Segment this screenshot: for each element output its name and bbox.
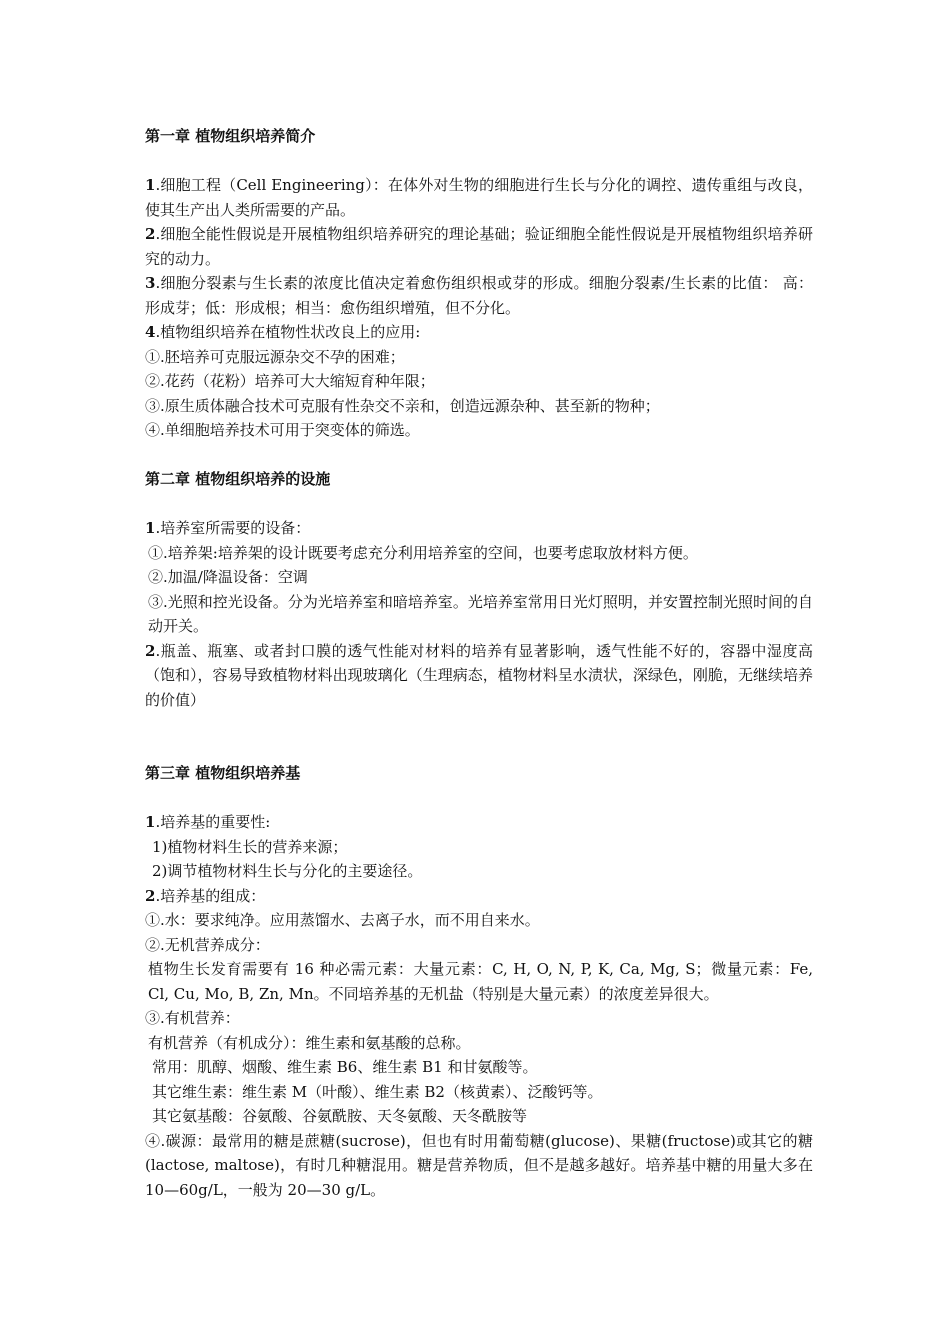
ch3-organic-line: 有机营养（有机成分）：维生素和氨基酸的总称。 [148,1033,471,1052]
ch1-subitem: ①.胚培养可克服远源杂交不孕的困难； [145,347,405,366]
ch3-organic-title: ③.有机营养： [145,1009,240,1027]
ch2-item-1-text: .培养室所需要的设备： [155,519,311,537]
ch1-subitem: ④.单细胞培养技术可用于突变体的筛选。 [145,421,420,439]
ch2-item-2-num: 2 [145,641,156,660]
ch1-item-2-text: .细胞全能性假说是开展植物组织培养研究的理论基础；验证细胞全能性假说是开展植物组织培养研究的动力。 [145,225,813,268]
ch1-item-2-num: 2 [145,225,156,243]
ch1-item-1 [145,173,813,222]
ch3-carbon-text: ④.碳源：最常用的糖是蔗糖(sucrose)，但也有时用葡萄糖(glucose)、果糖(fructose)或其它的糖(lactose, maltose)，有时几种糖混用。糖是营养物质，但不是越多越好。培养基中糖的用量大多在 10—60g/L，一般为 20—30 g/L。 [145,1131,813,1199]
ch1-item-3-text: .细胞分裂素与生长素的浓度比值决定着愈伤组织根或芽的形成。细胞分裂素/生长素的比值： 高：形成芽；低：形成根；相当：愈伤组织增殖，但不分化。 [145,274,813,317]
ch2-item-1-num: 1 [145,519,156,537]
ch3-importance-item: 2)调节植物材料生长与分化的主要途径。 [152,862,423,880]
ch2-subitem: ③.光照和控光设备。分为光培养室和暗培养室。光培养室常用日光灯照明，并安置控制光照时间的自动开关。 [148,592,813,635]
chapter2-title: 第二章 植物组织培养的设施 [145,470,331,488]
ch3-water: ①.水：要求纯净。应用蒸馏水、去离子水，而不用自来水。 [145,911,540,929]
document-page [145,124,813,1202]
ch2-item-2 [145,639,813,713]
ch1-item-2 [145,222,813,271]
ch1-item-3-num: 3 [145,274,156,292]
ch3-inorganic-text: 植物生长发育需要有 16 种必需元素：大量元素：C, H, O, N, P, K, Ca, Mg, S；微量元素：Fe, Cl, Cu, Mo, B, Zn, Mn。不同培养基的无机盐（特别是大量元素）的浓度差异很大。 [148,960,813,1003]
ch3-organic-line: 常用：肌醇、烟酸、维生素 B6、维生素 B1 和甘氨酸等。 [152,1058,538,1076]
ch1-item-1-text: .细胞工程（Cell Engineering）：在体外对生物的细胞进行生长与分化的调控、遗传重组与改良，使其生产出人类所需要的产品。 [145,176,813,219]
chapter1-title: 第一章 植物组织培养简介 [145,127,316,145]
ch2-subitem: ②.加温/降温设备：空调 [148,568,308,586]
ch1-item-1-num: 1 [145,176,156,194]
ch3-item-2 [145,884,813,909]
ch1-subitem: ③.原生质体融合技术可克服有性杂交不亲和，创造远源杂种、甚至新的物种； [145,396,660,415]
ch1-item-4-num: 4 [145,323,156,341]
ch1-item-4-text: .植物组织培养在植物性状改良上的应用: [155,323,421,341]
ch3-organic-line: 其它氨基酸：谷氨酸、谷氨酰胺、天冬氨酸、天冬酰胺等 [152,1107,528,1125]
ch2-subitem: ①.培养架:培养架的设计既要考虑充分利用培养室的空间，也要考虑取放材料方便。 [148,543,698,562]
ch3-importance-item: 1)植物材料生长的营养来源； [152,837,348,856]
chapter3-title: 第三章 植物组织培养基 [145,764,301,782]
ch3-organic-line: 其它维生素：维生素 M（叶酸）、维生素 B2（核黄素）、泛酸钙等。 [152,1082,603,1101]
ch1-item-3 [145,271,813,320]
ch1-subitem: ②.花药（花粉）培养可大大缩短育种年限； [145,372,435,390]
ch2-item-1 [145,516,813,541]
ch3-inorganic-title: ②.无机营养成分： [145,935,270,954]
ch1-item-4 [145,320,813,345]
ch3-item-2-text: .培养基的组成： [155,886,266,905]
ch3-item-1-text: .培养基的重要性: [155,813,271,831]
ch2-item-2-text: .瓶盖、瓶塞、或者封口膜的透气性能对材料的培养有显著影响，透气性能不好的，容器中湿度高（饱和），容易导致植物材料出现玻璃化（生理病态，植物材料呈水渍状，深绿色，刚脆，无继续培养的价值） [145,641,813,709]
ch3-item-1 [145,810,813,835]
ch3-item-1-num: 1 [145,813,156,831]
ch3-item-2-num: 2 [145,886,156,905]
